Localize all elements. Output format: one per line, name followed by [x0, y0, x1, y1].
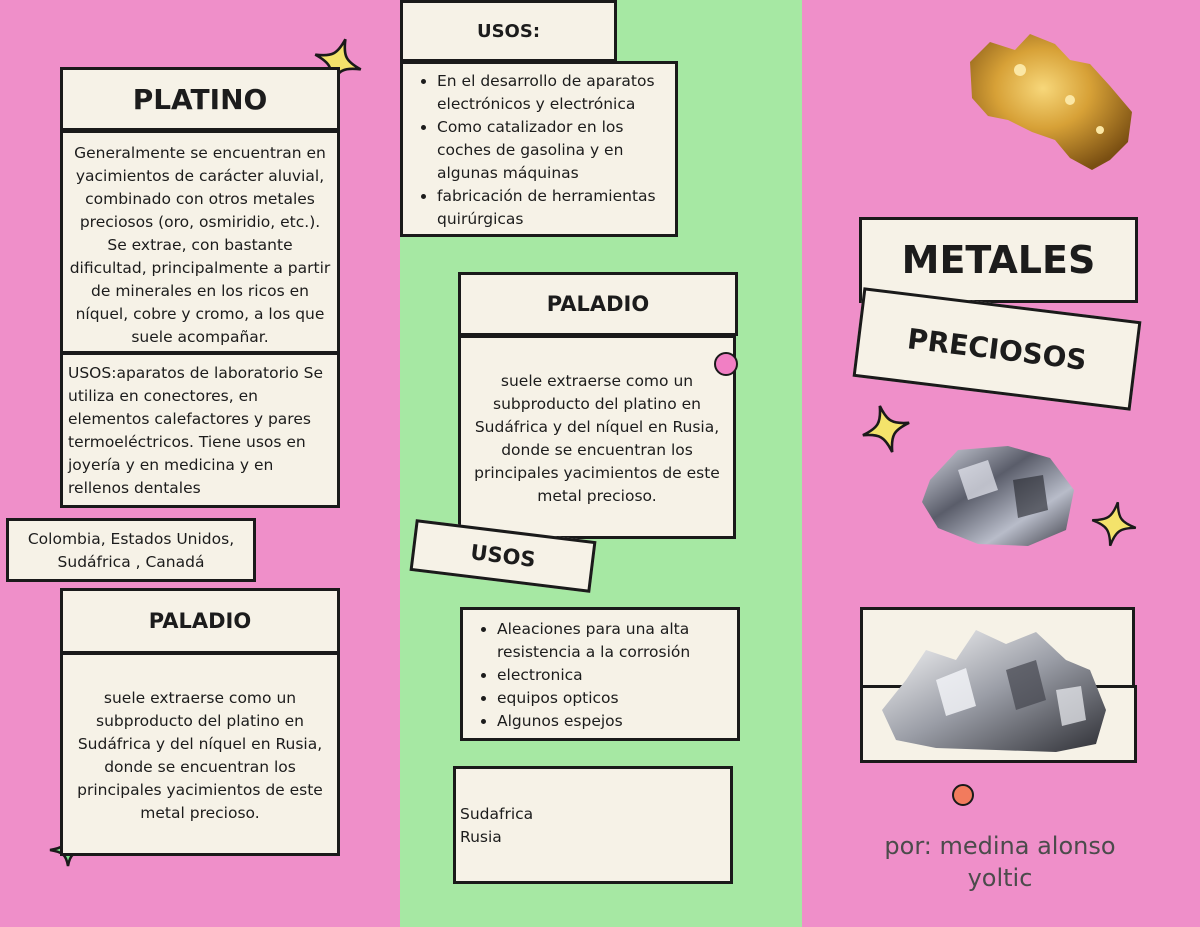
star-icon — [860, 403, 912, 455]
platino-usos-box — [60, 352, 340, 508]
paladio-middle-description-box — [458, 335, 736, 539]
usos-title: USOS: — [476, 20, 541, 42]
platino-title-box — [60, 67, 340, 131]
usos-item: • Como catalizador en los coches de gasolina y en algunas máquinas — [437, 116, 669, 185]
usos2-list — [475, 618, 731, 733]
platino-title: PLATINO — [132, 82, 268, 116]
star-icon — [1090, 500, 1138, 548]
usos2-item: • equipos opticos — [497, 687, 731, 710]
paladio-country: Rusia — [460, 828, 502, 846]
usos2-item: • Algunos espejos — [497, 710, 731, 733]
author-line-2: yoltic — [967, 864, 1033, 892]
metales-title-box — [859, 217, 1138, 303]
platino-countries-box — [6, 518, 256, 582]
usos2-list-box — [460, 607, 740, 741]
usos-item: • fabricación de herramientas quirúrgicas — [437, 185, 669, 231]
paladio-left-description-box — [60, 652, 340, 856]
usos-item: • En el desarrollo de aparatos electrónicos y electrónica — [437, 70, 669, 116]
paladio-middle-title: PALADIO — [546, 292, 650, 316]
paladio-middle-description: suele extraerse como un subproducto del platino en Sudáfrica y del níquel en Rusia, donde se encuentran los principales yacimientos de este metal precioso. — [474, 372, 720, 505]
paladio-left-description: suele extraerse como un subproducto del platino en Sudáfrica y del níquel en Rusia, donde se encuentran los principales yacimientos de este metal precioso. — [77, 689, 323, 822]
platino-countries: Colombia, Estados Unidos, Sudáfrica , Canadá — [27, 530, 235, 571]
metales-title: METALES — [901, 238, 1096, 282]
usos-title-box — [400, 0, 617, 62]
platino-description-box — [60, 130, 340, 354]
platino-usos-text: USOS:aparatos de laboratorio Se utiliza en conectores, en elementos calefactores y pares termoeléctricos. Tiene usos en joyería y en medicina y en rellenos dentales — [68, 364, 324, 497]
paladio-left-title-box — [60, 588, 340, 654]
crystal-image — [876, 620, 1116, 754]
usos2-item: • electronica — [497, 664, 731, 687]
paladio-left-title: PALADIO — [148, 609, 252, 633]
paladio-countries-box — [453, 766, 733, 884]
platino-description: Generalmente se encuentran en yacimientos de carácter aluvial, combinado con otros metales preciosos (oro, osmiridio, etc.). Se extrae, con bastante dificultad, principalmente a partir de minerales en los ricos en níquel, cobre y cromo, a los que suele acompañar. — [69, 144, 331, 346]
orange-dot — [952, 784, 974, 806]
preciosos-title: PRECIOSOS — [905, 321, 1089, 377]
usos-list-box — [400, 61, 678, 237]
paladio-country: Sudafrica — [460, 805, 534, 823]
gold-nugget-image — [960, 20, 1140, 175]
paladio-middle-title-box — [458, 272, 738, 336]
usos2-title: USOS — [469, 540, 537, 572]
usos-list — [415, 70, 669, 231]
author-line-1: por: medina alonso — [884, 832, 1116, 860]
pink-dot — [714, 352, 738, 376]
metal-ore-image — [918, 440, 1078, 550]
usos2-item: • Aleaciones para una alta resistencia a la corrosión — [497, 618, 731, 664]
